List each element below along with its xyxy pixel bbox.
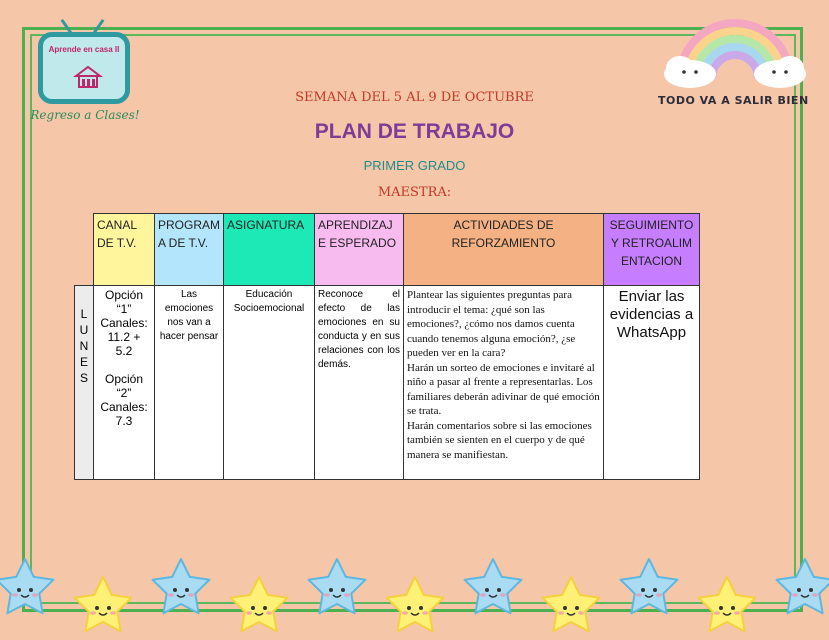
seguimiento-cell: Enviar las evidencias a WhatsApp — [604, 286, 700, 480]
page-title: PLAN DE TRABAJO — [314, 120, 515, 143]
aprende-en-casa-logo — [30, 14, 140, 124]
table-row — [75, 286, 700, 480]
star-yellow-icon — [226, 572, 292, 638]
star-yellow-icon — [694, 572, 760, 638]
work-plan-table — [74, 213, 700, 480]
header-blank — [75, 214, 94, 286]
star-blue-icon — [460, 554, 526, 620]
grade-label: PRIMER GRADO — [363, 158, 466, 173]
logo-slogan: Regreso a Clases! — [30, 108, 140, 122]
header-asignatura: ASIGNATURA — [224, 214, 315, 286]
star-blue-icon — [616, 554, 682, 620]
header-seguimiento: SEGUIMIENTO Y RETROALIMENTACION — [604, 214, 700, 286]
star-blue-icon — [304, 554, 370, 620]
table-header-row — [75, 214, 700, 286]
house-icon — [73, 65, 103, 89]
star-yellow-icon — [70, 572, 136, 638]
canal-cell: Opción “1” Canales: 11.2 + 5.2 Opción “2” Canales: 7.3 — [94, 286, 155, 480]
logo-tv-title: Aprende en casa II — [48, 45, 120, 54]
star-blue-icon — [772, 554, 829, 620]
actividades-cell: Plantear las siguientes preguntas para introducir el tema: ¿qué son las emociones?, ¿cómo nos damos cuenta cuando tenemos alguna emoción?, ¿se pueden ver en la cara? Harán un sorteo de emociones e invitaré al niño a pasar al frente a representarlas. Los familiares deberán adivinar de qué emoción se trata. Harán comentarios sobre si las emociones también se sienten en el cuerpo y de qué manera se manifiestan. — [404, 286, 604, 480]
star-yellow-icon — [382, 572, 448, 638]
header-actividades: ACTIVIDADES DE REFORZAMIENTO — [404, 214, 604, 286]
star-yellow-icon — [538, 572, 604, 638]
teacher-label: MAESTRA: — [377, 185, 452, 200]
programa-cell: Las emociones nos van a hacer pensar — [155, 286, 224, 480]
asignatura-cell: Educación Socioemocional — [224, 286, 315, 480]
week-heading: SEMANA DEL 5 AL 9 DE OCTUBRE — [295, 90, 534, 105]
aprendizaje-cell: Reconoce el efecto de las emociones en su conducta y en sus relaciones con los demás. — [315, 286, 404, 480]
header-canal: CANAL DE T.V. — [94, 214, 155, 286]
header-aprendizaje: APRENDIZAJE ESPERADO — [315, 214, 404, 286]
day-cell: L U N E S — [75, 286, 94, 480]
rainbow-icon — [660, 8, 810, 98]
header-programa: PROGRAMA DE T.V. — [155, 214, 224, 286]
sticker-text: TODO VA A SALIR BIEN — [658, 94, 809, 107]
star-blue-icon — [0, 554, 58, 620]
star-blue-icon — [148, 554, 214, 620]
